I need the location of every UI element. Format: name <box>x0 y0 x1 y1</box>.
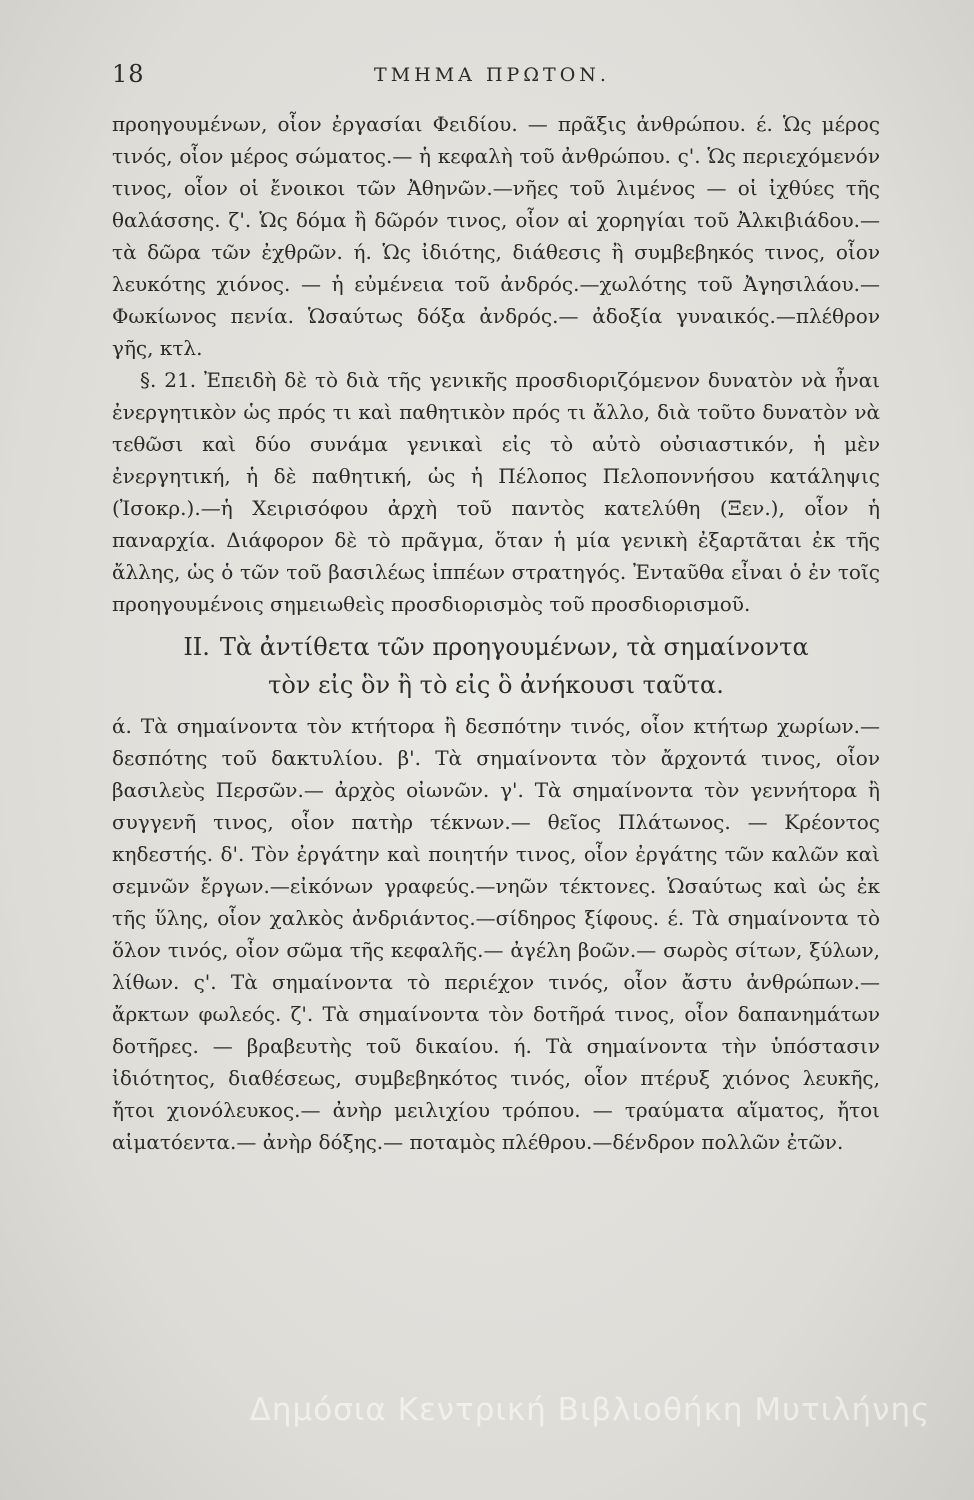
section-heading <box>112 628 880 704</box>
paragraph-section-21: §. 21. Ἐπειδὴ δὲ τὸ διὰ τῆς γενικῆς προσδιοριζόμενον δυνατὸν νὰ ἦναι ἐνεργητικὸν ὡς πρός τι καὶ παθητικὸν πρός τι ἄλλο, διὰ τοῦτο δυνατὸν νὰ τεθῶσι καὶ δύο συνάμα γενικαὶ εἰς τὸ αὐτὸ οὐσιαστικόν, ἡ μὲν ἐνεργητική, ἡ δὲ παθητική, ὡς ἡ Πέλοπος Πελοποννήσου κατάληψις (Ἰσοκρ.).—ἡ Χειρισόφου ἀρχὴ τοῦ παντὸς κατελύθη (Ξεν.), οἷον ἡ παναρχία. Διάφορον δὲ τὸ πρᾶγμα, ὅταν ἡ μία γενικὴ ἐξαρτᾶται ἐκ τῆς ἄλλης, ὡς ὁ τῶν τοῦ βασιλέως ἱππέων στρατηγός. Ἐνταῦθα εἶναι ὁ ἐν τοῖς προηγουμένοις σημειωθεὶς προσδιορισμὸς τοῦ προσδιορισμοῦ. <box>112 368 880 616</box>
section-title-part-2: τὸν εἰς ὃν ἢ τὸ εἰς ὃ ἀνήκουσι ταῦτα. <box>268 671 724 699</box>
page-header <box>112 60 872 100</box>
paragraph-continuation: προηγουμένων, οἷον ἐργασίαι Φειδίου. — πρᾶξις ἀνθρώπου. έ. Ὡς μέρος τινός, οἷον μέρος σώματος.— ἡ κεφαλὴ τοῦ ἀνθρώπου. ς'. Ὡς περιεχόμενόν τινος, οἷον οἱ ἔνοικοι τῶν Ἀθηνῶν.—νῆες τοῦ λιμένος — οἱ ἰχθύες τῆς θαλάσσης. ζ'. Ὡς δόμα ἢ δῶρόν τινος, οἷον αἱ χορηγίαι τοῦ Ἀλκιβιάδου.—τὰ δῶρα τῶν ἐχθρῶν. ή. Ὡς ἰδιότης, διάθεσις ἢ συμβεβηκός τινος, οἷον λευκότης χιόνος. — ἡ εὐμένεια τοῦ ἀνδρός.—χωλότης τοῦ Ἀγησιλάου.—Φωκίωνος πενία. Ὡσαύτως δόξα ἀνδρός.— ἀδοξία γυναικός.—πλέθρον γῆς, κτλ. <box>112 112 880 360</box>
section-heading-line-1 <box>112 628 880 666</box>
paragraph-list: ά. Τὰ σημαίνοντα τὸν κτήτορα ἢ δεσπότην τινός, οἷον κτήτωρ χωρίων.—δεσπότης τοῦ δακτυλίου. β'. Τὰ σημαίνοντα τὸν ἄρχοντά τινος, οἷον βασιλεὺς Περσῶν.— ἀρχὸς οἰωνῶν. γ'. Τὰ σημαίνοντα τὸν γεννήτορα ἢ συγγενῆ τινος, οἷον πατὴρ τέκνων.— θεῖος Πλάτωνος. — Κρέοντος κηδεστής. δ'. Τὸν ἐργάτην καὶ ποιητήν τινος, οἷον ἐργάτης τῶν καλῶν καὶ σεμνῶν ἔργων.—εἰκόνων γραφεύς.—νηῶν τέκτονες. Ὡσαύτως καὶ ὡς ἐκ τῆς ὕλης, οἷον χαλκὸς ἀνδριάντος.—σίδηρος ξίφους. έ. Τὰ σημαίνοντα τὸ ὅλον τινός, οἷον σῶμα τῆς κεφαλῆς.— ἀγέλη βοῶν.— σωρὸς σίτων, ξύλων, λίθων. ς'. Τὰ σημαίνοντα τὸ περιέχον τινός, οἷον ἄστυ ἀνθρώπων.— ἄρκτων φωλεός. ζ'. Τὰ σημαίνοντα τὸν δοτῆρά τινος, οἷον δαπανημάτων δοτῆρες. — βραβευτὴς τοῦ δικαίου. ή. Τὰ σημαίνοντα τὴν ὑπόστασιν ἰδιότητος, διαθέσεως, συμβεβηκότος τινός, οἷον πτέρυξ χιόνος λευκῆς, ἤτοι χιονόλευκος.— ἀνὴρ μειλιχίου τρόπου. — τραύματα αἵματος, ἤτοι αἱματόεντα.— ἀνὴρ δόξης.— ποταμὸς πλέθρου.—δένδρον πολλῶν ἐτῶν. <box>112 714 880 1154</box>
page-number: 18 <box>112 60 145 88</box>
page-body <box>112 108 880 1158</box>
running-head: ΤΜΗΜΑ ΠΡΩΤΟΝ. <box>374 64 610 86</box>
section-number: II. <box>183 633 210 661</box>
library-watermark: Δημόσια Κεντρική Βιβλιοθήκη Μυτιλήνης <box>249 1392 931 1428</box>
section-title-part-1: Τὰ ἀντίθετα τῶν προηγουμένων, τὰ σημαίνοντα <box>219 633 809 661</box>
